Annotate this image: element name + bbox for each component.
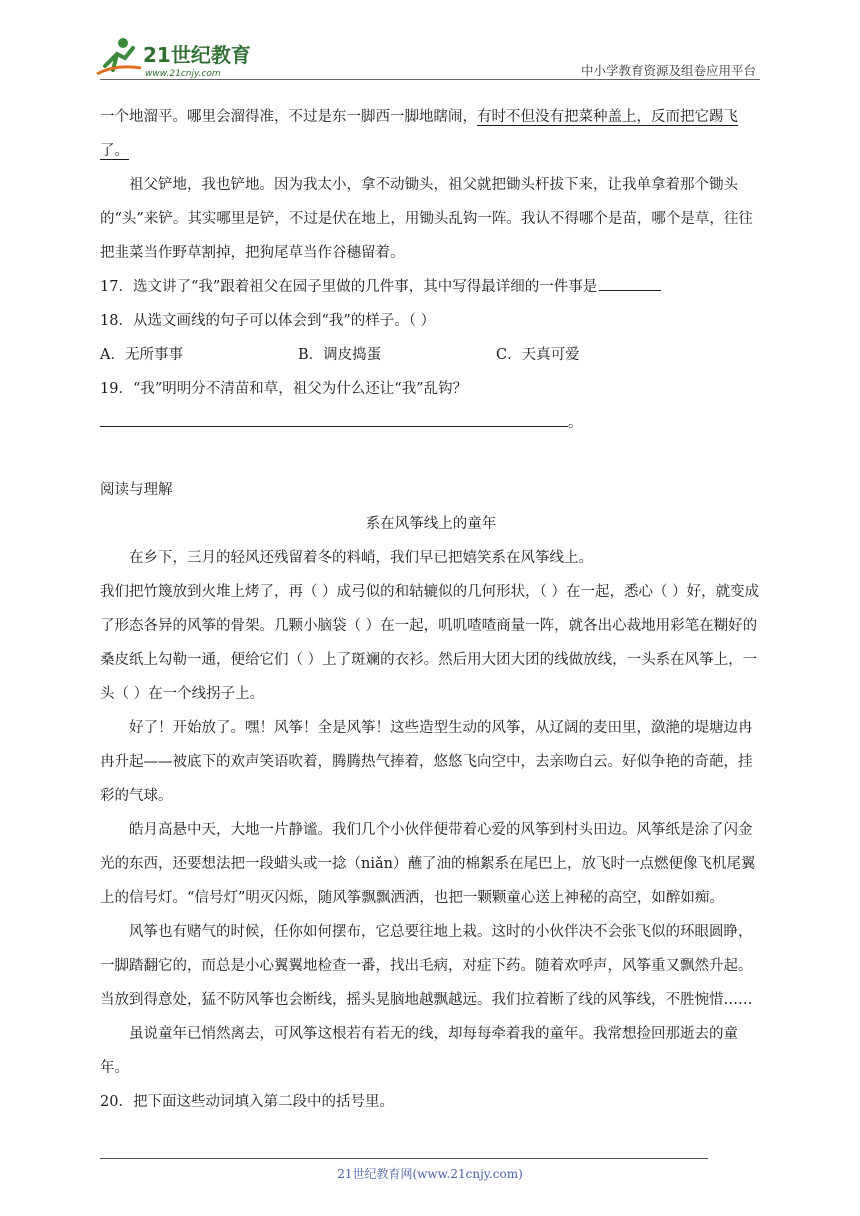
option-b[interactable]: B．调皮捣蛋 — [298, 347, 382, 363]
underlined-sentence: 有时不但没有把菜种盖上，反而把它踢飞了。 — [100, 109, 738, 159]
question-18-options — [100, 338, 762, 372]
question-17 — [100, 270, 762, 304]
footer-divider — [100, 1158, 708, 1159]
option-a[interactable]: A．无所事事 — [100, 347, 183, 363]
question-18: 18．从选文画线的句子可以体会到“我”的样子。（ ） — [100, 313, 436, 329]
option-c[interactable]: C．天真可爱 — [496, 347, 580, 363]
question-17-text: 17．选文讲了“我”跟着祖父在园子里做的几件事，其中写得最详细的一件事是 — [100, 279, 598, 295]
question-19-answer-line — [100, 406, 762, 440]
passage2-paragraph4: 皓月高悬中天，大地一片静谧。我们几个小伙伴便带着心爱的风筝到村头田边。风筝纸是涂了闪金光的东西，还要想法把一段蜡头或一捻（niǎn）蘸了油的棉絮系在尾巴上，放飞时一点燃便像飞机尾翼上的信号灯。“信号灯”明灭闪烁，随风筝飘飘洒洒，也把一颗颗童心送上神秘的高空，如醉如痴。 — [100, 822, 756, 906]
passage2-paragraph6: 虽说童年已悄然离去，可风筝这根若有若无的线，却每每牵着我的童年。我常想捡回那逝去的童年。 — [100, 1026, 738, 1076]
passage2-paragraph1: 在乡下，三月的轻风还残留着冬的料峭，我们早已把嬉笑系在风筝线上。 — [129, 550, 593, 566]
answer-line[interactable] — [100, 406, 568, 427]
passage2-paragraph5: 风筝也有赌气的时候，任你如何摆布，它总要往地上栽。这时的小伙伴决不会张飞似的环眼圆睁，一脚踏翻它的，而总是小心翼翼地检查一番，找出毛病，对症下药。随着欢呼声，风筝重又飘然升起。当放到得意处，猛不防风筝也会断线，摇头晃脑地越飘越远。我们拉着断了线的风筝线，不胜惋惜…… — [100, 924, 753, 1008]
header-platform-text: 中小学教育资源及组卷应用平台 — [580, 63, 756, 78]
answer-blank[interactable] — [599, 276, 661, 291]
question-19: 19．“我”明明分不清苗和草，祖父为什么还让“我”乱钩？ — [100, 381, 468, 397]
logo-url: www.21cnjy.com — [145, 69, 221, 79]
logo-text: 21世纪教育 — [143, 43, 251, 67]
header-divider — [100, 79, 760, 80]
question-20: 20．把下面这些动词填入第二段中的括号里。 — [100, 1094, 394, 1110]
runner-icon — [97, 38, 141, 74]
passage1-paragraph1 — [100, 100, 762, 168]
passage1-paragraph2: 祖父铲地，我也铲地。因为我太小，拿不动锄头，祖父就把锄头杆拔下来，让我单拿着那个锄头的“头”来铲。其实哪里是铲，不过是伏在地上，用锄头乱钩一阵。我认不得哪个是苗，哪个是草，往往把韭菜当作野草割掉，把狗尾草当作谷穗留着。 — [100, 177, 753, 261]
passage2-paragraph3: 好了！开始放了。嘿！风筝！全是风筝！这些造型生动的风筝，从辽阔的麦田里，潋滟的堤塘边冉冉升起——被底下的欢声笑语吹着，腾腾热气捧着，悠悠飞向空中，去亲吻白云。好似争艳的奇葩，挂彩的气球。 — [100, 720, 753, 804]
passage1-text: 一个地溜平。哪里会溜得准，不过是东一脚西一脚地瞎闹， — [100, 109, 477, 125]
document-body — [100, 100, 762, 1119]
site-logo — [95, 36, 265, 80]
footer-text: 21世纪教育网(www.21cnjy.com) — [337, 1167, 523, 1181]
section-label: 阅读与理解 — [100, 482, 173, 498]
answer-period: 。 — [568, 415, 583, 431]
passage2-paragraph2: 我们把竹篾放到火堆上烤了，再（ ）成弓似的和轱辘似的几何形状，（ ）在一起，悉心（ ）好，就变成了形态各异的风筝的骨架。几颗小脑袋（ ）在一起，叽叽喳喳商量一阵，就各出心裁地用彩笔在糊好的桑皮纸上勾勒一通，便给它们（ ）上了斑斓的衣衫。然后用大团大团的线做放线，一头系在风筝上，一头（ ）在一个线拐子上。 — [100, 584, 760, 702]
passage-title: 系在风筝线上的童年 — [365, 516, 497, 532]
